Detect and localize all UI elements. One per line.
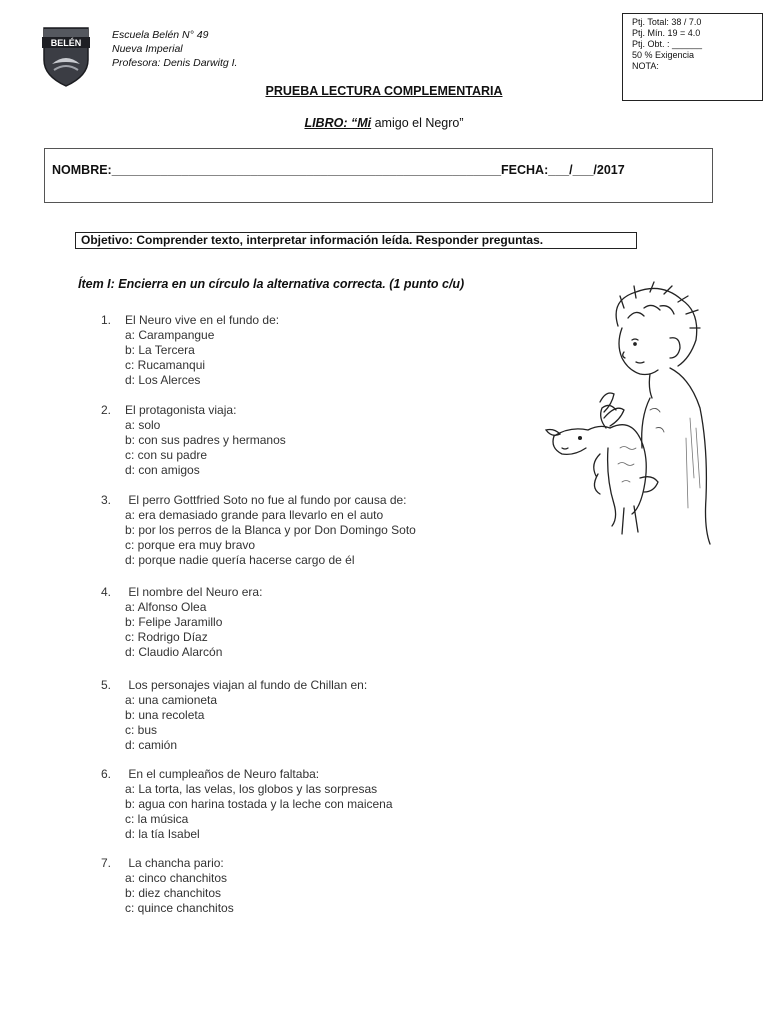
option-d[interactable]: d: Los Alerces [125,373,201,387]
option-c[interactable]: c: la música [125,812,189,826]
page-title-text: PRUEBA LECTURA COMPLEMENTARIA [265,84,503,98]
score-grade: NOTA: [632,61,659,71]
option-c[interactable]: c: Rodrigo Díaz [125,630,208,644]
option-c[interactable]: c: porque era muy bravo [125,538,256,552]
question-stem: La chancha pario: [125,856,224,870]
score-total: Ptj. Total: 38 / 7.0 [632,17,702,27]
option-a[interactable]: a: La torta, las velas, los globos y las sorpresas [125,782,378,796]
option-b[interactable]: b: una recoleta [125,708,205,722]
boy-with-lamb-illustration [540,278,720,548]
question-stem: Los personajes viajan al fundo de Chillan en: [125,678,368,692]
question-5 [101,678,367,753]
school-city: Nueva Imperial [112,43,183,55]
option-a[interactable]: a: Alfonso Olea [125,600,207,614]
option-d[interactable]: d: Claudio Alarcón [125,645,223,659]
question-stem: El Neuro vive en el fundo de: [125,313,280,327]
score-obtained: Ptj. Obt. : ______ [632,39,703,49]
name-date-box[interactable] [44,148,713,203]
option-d[interactable]: d: la tía Isabel [125,827,200,841]
book-name: amigo el Negro” [371,116,464,130]
question-number: 5. [101,678,112,692]
question-number: 4. [101,585,112,599]
option-b[interactable]: b: La Tercera [125,343,195,357]
book-title [0,116,768,130]
question-stem: El perro Gottfried Soto no fue al fundo por causa de: [125,493,407,507]
objective-box: Objetivo: Comprender texto, interpretar información leída. Responder preguntas. [75,232,637,249]
option-c[interactable]: c: Rucamanqui [125,358,206,372]
score-requirement: 50 % Exigencia [632,50,695,60]
question-stem: En el cumpleaños de Neuro faltaba: [125,767,320,781]
question-number: 3. [101,493,112,507]
option-a[interactable]: a: Carampangue [125,328,215,342]
option-d[interactable]: d: porque nadie quería hacerse cargo de él [125,553,355,567]
book-label: LIBRO: “Mi [304,116,372,130]
option-b[interactable]: b: agua con harina tostada y la leche con maicena [125,797,393,811]
question-number: 2. [101,403,112,417]
option-b[interactable]: b: diez chanchitos [125,886,222,900]
question-stem: El protagonista viaja: [125,403,237,417]
option-a[interactable]: a: cinco chanchitos [125,871,228,885]
school-crest-logo [38,26,94,88]
page-title [0,84,768,98]
option-c[interactable]: c: con su padre [125,448,208,462]
question-number: 7. [101,856,112,870]
option-b[interactable]: b: Felipe Jaramillo [125,615,223,629]
question-4 [101,585,262,660]
question-6 [101,767,393,842]
option-a[interactable]: a: una camioneta [125,693,218,707]
question-number: 1. [101,313,112,327]
question-3 [101,493,416,568]
option-c[interactable]: c: bus [125,723,158,737]
logo-wordmark: BELÉN [50,38,82,48]
question-number: 6. [101,767,112,781]
question-7 [101,856,234,916]
school-info [112,28,237,70]
option-d[interactable]: d: camión [125,738,178,752]
score-min: Ptj. Mín. 19 = 4.0 [632,28,701,38]
name-date-line: NOMBRE:________________________________________________________FECHA:___/___/2017 [52,163,625,177]
question-stem: El nombre del Neuro era: [125,585,263,599]
question-2 [101,403,286,478]
school-name: Escuela Belén N° 49 [112,29,209,41]
option-b[interactable]: b: por los perros de la Blanca y por Don Domingo Soto [125,523,416,537]
teacher-name: Profesora: Denis Darwitg I. [112,57,238,69]
option-d[interactable]: d: con amigos [125,463,200,477]
option-b[interactable]: b: con sus padres y hermanos [125,433,286,447]
option-a[interactable]: a: solo [125,418,161,432]
item-heading: Ítem I: Encierra en un círculo la alternativa correcta. (1 punto c/u) [78,277,465,291]
question-1 [101,313,279,388]
option-c[interactable]: c: quince chanchitos [125,901,234,915]
option-a[interactable]: a: era demasiado grande para llevarlo en el auto [125,508,384,522]
